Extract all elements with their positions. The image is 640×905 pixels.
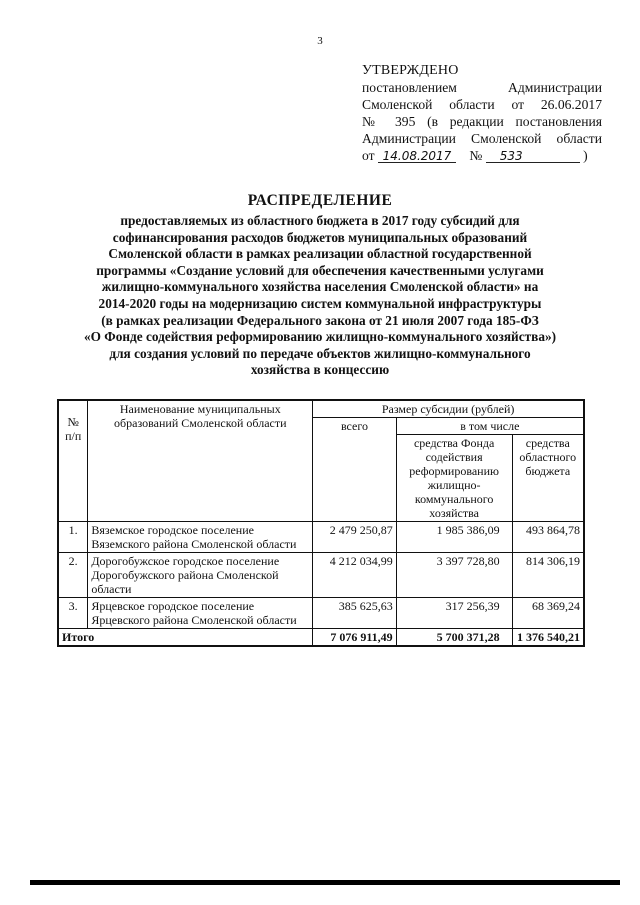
document-subtitle bbox=[60, 213, 580, 379]
subtitle-line: Смоленской области в рамках реализации областной государственной bbox=[108, 246, 532, 262]
total-regional: 1 376 540,21 bbox=[512, 629, 584, 647]
subtitle-line: софинансирования расходов бюджетов муниципальных образований bbox=[112, 229, 528, 245]
table-header-row bbox=[58, 400, 584, 418]
total-total: 7 076 911,49 bbox=[313, 629, 396, 647]
approval-close-paren: ) bbox=[583, 148, 588, 163]
approval-ot-label: от bbox=[362, 148, 375, 163]
approval-line-4: Администрации Смоленской области bbox=[362, 131, 602, 146]
subtitle-line: хозяйства в концессию bbox=[250, 362, 390, 378]
row-name: Дорогобужское городское поселение Дорогобужского района Смоленской области bbox=[88, 553, 313, 598]
header-total: всего bbox=[313, 418, 396, 522]
header-number: № п/п bbox=[58, 400, 88, 522]
subtitle-line: 2014-2020 годы на модернизацию систем коммунальной инфраструктуры bbox=[98, 295, 542, 311]
approval-head: УТВЕРЖДЕНО bbox=[362, 63, 459, 78]
total-fund: 5 700 371,28 bbox=[396, 629, 512, 647]
row-total: 2 479 250,87 bbox=[313, 522, 396, 553]
row-number: 1. bbox=[58, 522, 88, 553]
subtitle-line: жилищно-коммунального хозяйства населения Смоленской области» на bbox=[101, 279, 539, 295]
table-row bbox=[58, 598, 584, 629]
approval-line-3: № 395 (в редакции постановления bbox=[362, 114, 602, 129]
subsidy-table bbox=[57, 399, 585, 647]
scan-bottom-edge bbox=[30, 880, 620, 885]
row-regional: 814 306,19 bbox=[512, 553, 584, 598]
approval-num-label: № bbox=[469, 148, 483, 163]
approval-number-handwritten: 533 bbox=[486, 150, 580, 163]
header-including: в том числе bbox=[396, 418, 584, 435]
approval-line-5 bbox=[362, 147, 602, 164]
row-name: Вяземское городское поселение Вяземского района Смоленской области bbox=[88, 522, 313, 553]
row-name: Ярцевское городское поселение Ярцевского района Смоленской области bbox=[88, 598, 313, 629]
subtitle-line: (в рамках реализации Федерального закона от 21 июля 2007 года 185-ФЗ bbox=[101, 312, 539, 328]
row-regional: 68 369,24 bbox=[512, 598, 584, 629]
subtitle-line: «О Фонде содействия реформированию жилищно-коммунального хозяйства») bbox=[83, 329, 557, 345]
approval-line-1: постановлением Администрации bbox=[362, 80, 602, 95]
header-regional: средства областного бюджета bbox=[512, 435, 584, 522]
row-number: 2. bbox=[58, 553, 88, 598]
approval-stamp bbox=[362, 62, 602, 164]
row-fund: 3 397 728,80 bbox=[396, 553, 512, 598]
page-number: 3 bbox=[317, 35, 323, 47]
header-subsidy-size: Размер субсидии (рублей) bbox=[313, 400, 584, 418]
approval-line-2: Смоленской области от 26.06.2017 bbox=[362, 97, 602, 112]
row-regional: 493 864,78 bbox=[512, 522, 584, 553]
table-row bbox=[58, 553, 584, 598]
header-name: Наименование муниципальных образований Смоленской области bbox=[88, 400, 313, 522]
document-title: РАСПРЕДЕЛЕНИЕ bbox=[247, 192, 393, 209]
row-number: 3. bbox=[58, 598, 88, 629]
row-fund: 1 985 386,09 bbox=[396, 522, 512, 553]
table-total-row bbox=[58, 629, 584, 647]
header-fund: средства Фонда содействия реформированию жилищно-коммунального хозяйства bbox=[396, 435, 512, 522]
approval-date-handwritten: 14.08.2017 bbox=[378, 150, 456, 163]
subtitle-line: предоставляемых из областного бюджета в 2017 году субсидий для bbox=[120, 213, 520, 228]
total-label: Итого bbox=[58, 629, 313, 647]
subtitle-line: программы «Создание условий для обеспечения качественными услугами bbox=[96, 262, 544, 278]
document-heading bbox=[60, 192, 580, 379]
row-total: 4 212 034,99 bbox=[313, 553, 396, 598]
subtitle-line: для создания условий по передаче объектов жилищно-коммунального bbox=[109, 345, 531, 361]
row-total: 385 625,63 bbox=[313, 598, 396, 629]
row-fund: 317 256,39 bbox=[396, 598, 512, 629]
table-row bbox=[58, 522, 584, 553]
